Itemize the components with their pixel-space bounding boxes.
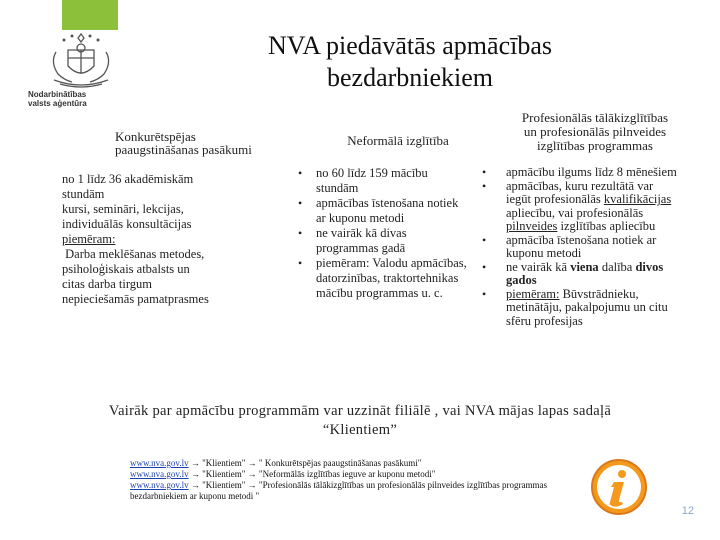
link-path: → "Klientiem" → " Konkurētspējas paaugstināšanas pasākumi" bbox=[188, 458, 422, 468]
col2-list bbox=[296, 166, 471, 301]
text-span-underlined: piemēram: bbox=[506, 286, 560, 301]
list-item: • ne vairāk kā divas programmas gadā bbox=[296, 226, 471, 256]
col1-heading-line1: Konkurētspējas bbox=[115, 129, 196, 144]
col1-line: nepieciešamās pamatprasmes bbox=[62, 292, 209, 306]
page-title bbox=[200, 30, 620, 94]
nva-link[interactable]: www.nva.gov.lv bbox=[130, 480, 189, 490]
logo-text-line1: Nodarbinātības bbox=[28, 90, 87, 99]
nva-link[interactable]: www.nva.gov.lv bbox=[130, 458, 189, 468]
link-path: → "Klientiem" → "Neformālās izglītības ieguve ar kuponu metodi" bbox=[188, 469, 436, 479]
page-number: 12 bbox=[681, 505, 694, 517]
list-item: • piemēram: Valodu apmācības, datorzinības, traktortehnikas mācību programmas u. c. bbox=[296, 256, 471, 301]
list-item: • no 60 līdz 159 mācību stundām bbox=[296, 166, 471, 196]
page-title-line2: bezdarbniekiem bbox=[326, 63, 494, 92]
text-span-bold: divos gados bbox=[506, 259, 664, 287]
col2-body bbox=[296, 166, 471, 301]
col3-heading-line2: un profesionālās pilnveides bbox=[523, 124, 667, 139]
link-row bbox=[130, 458, 590, 469]
col1-line: psiholoģiskais atbalsts un bbox=[62, 262, 190, 276]
col3-heading-line1: Profesionālās tālākizglītības bbox=[521, 110, 669, 125]
col3-list bbox=[480, 166, 680, 328]
more-info-line1: Vairāk par apmācību programmām var uzzināt filiālē , vai NVA mājas lapas sadaļā bbox=[108, 403, 612, 419]
links-list bbox=[130, 458, 590, 502]
logo-text-line2: valsts aģentūra bbox=[28, 99, 87, 108]
list-item: • apmācība īstenošana notiek ar kuponu metodi bbox=[480, 234, 680, 261]
link-row bbox=[130, 469, 590, 480]
list-item bbox=[480, 180, 680, 234]
col1-line: Darba meklēšanas metodes, bbox=[62, 247, 205, 261]
col3-heading-line3: izglītības programmas bbox=[537, 138, 653, 153]
text-span: izglītības apliecību bbox=[557, 219, 656, 233]
col3-heading bbox=[490, 111, 700, 153]
link-path: → "Klientiem" → "Profesionālās tālākizglītības un profesionālās pilnveides izglītības programmas bezdarbniekiem ar kuponu metodi " bbox=[130, 480, 548, 501]
col1-heading-line2: paaugstināšanas pasākumi bbox=[115, 142, 252, 157]
nva-link[interactable]: www.nva.gov.lv bbox=[130, 469, 189, 479]
col1-line: kursi, semināri, lekcijas, bbox=[62, 202, 184, 216]
more-info-line2: “Klientiem” bbox=[322, 422, 398, 438]
green-accent-block bbox=[62, 0, 118, 30]
text-span-underlined: pilnveides bbox=[506, 219, 558, 233]
col1-line: no 1 līdz 36 akadēmiskām bbox=[62, 172, 194, 186]
col1-heading bbox=[115, 130, 285, 156]
col1-line: individuālās konsultācijas bbox=[62, 217, 192, 231]
nva-logo bbox=[26, 28, 136, 124]
more-info-text bbox=[80, 402, 640, 440]
col2-heading: Neformālā izglītība bbox=[347, 133, 449, 148]
info-icon bbox=[590, 458, 648, 516]
page-title-line1: NVA piedāvātās apmācības bbox=[268, 31, 552, 60]
link-row bbox=[130, 480, 590, 502]
list-item bbox=[480, 288, 680, 329]
text-span: Būvstrādnieku, metinātāju, pakalpojumu un citu sfēru profesijas bbox=[506, 286, 668, 328]
list-item bbox=[480, 261, 680, 288]
text-span: apliecību, vai profesionālās bbox=[506, 205, 644, 220]
col1-body bbox=[62, 172, 272, 307]
text-span: dalība bbox=[598, 259, 636, 274]
text-span-underlined: kvalifikācijas bbox=[603, 192, 672, 206]
list-item: • apmācības īstenošana notiek ar kuponu metodi bbox=[296, 196, 471, 226]
text-span-bold: viena bbox=[570, 259, 599, 274]
col1-line: stundām bbox=[62, 187, 105, 201]
list-item: • apmācību ilgums līdz 8 mēnešiem bbox=[480, 166, 680, 180]
coat-of-arms-icon bbox=[46, 28, 116, 90]
text-span: apmācības, kuru rezultātā var iegūt profesionālās bbox=[506, 178, 654, 206]
col1-line-example-label: piemēram: bbox=[62, 232, 116, 246]
col3-body bbox=[480, 166, 680, 328]
col1-line: citas darba tirgum bbox=[62, 277, 153, 291]
text-span: ne vairāk kā bbox=[506, 259, 571, 274]
